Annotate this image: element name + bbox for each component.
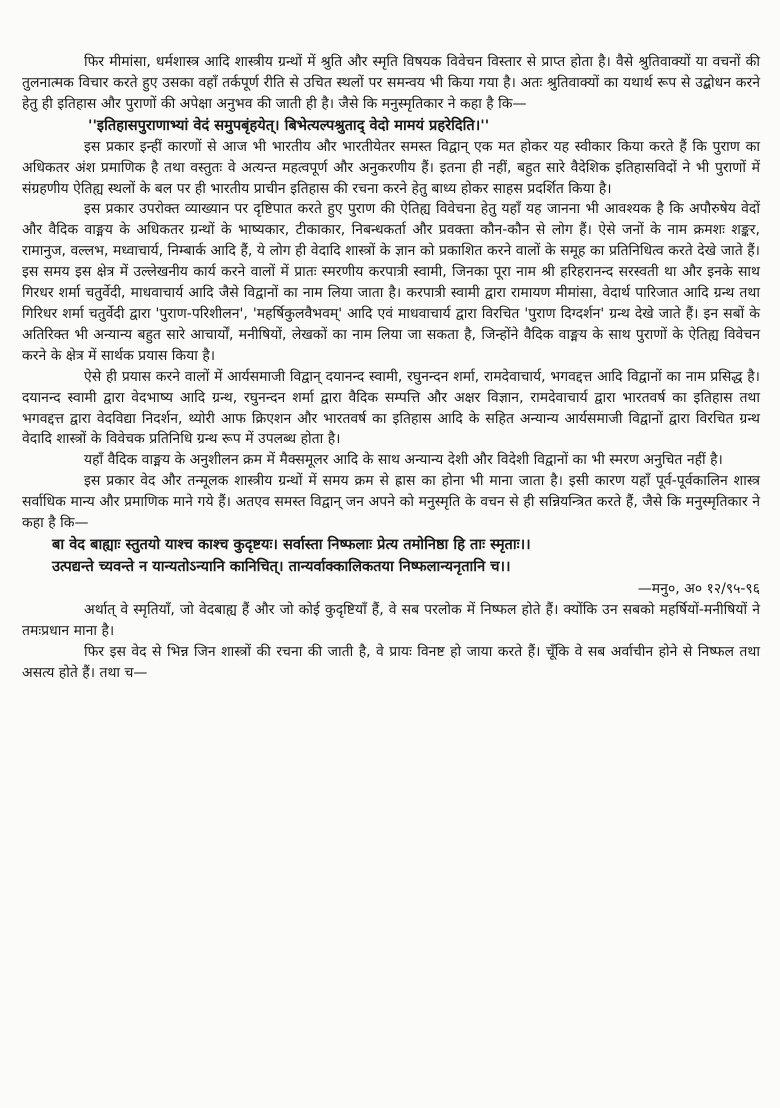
verse-itihasa-purana: ''इतिहासपुराणाभ्यां वेदं समुपबृंहयेत्। बिभेत्यल्पश्रुताद् वेदो मामयं प्रहरेदिति।'': [88, 116, 490, 134]
paragraph-explanation: अर्थात् वे स्मृतियाँ, जो वेदबाह्य हैं और जो कोई कुदृष्टियाँ हैं, वे सब परलोक में निष्फल होते हैं। क्योंकि उन सबको महर्षियों-मनीषियों ने तमःप्रधान माना है।: [22, 601, 760, 639]
paragraph-foreign-scholars: यहाँ वैदिक वाङ्मय के अनुशीलन क्रम में मैक्समूलर आदि के साथ अन्यान्य देशी और विदेशी विद्वानों का भी स्मरण अनुचित नहीं है।: [84, 452, 723, 469]
document-body: [22, 52, 760, 684]
verse-line-1: बा वेद बाह्याः स्तुतयो याश्च काश्च कुदृष्टयः। सर्वास्ता निष्फलाः प्रेत्य तमोनिष्ठा हि ताः स्मृताः।।: [52, 535, 531, 553]
paragraph-mimamsa: फिर मीमांसा, धर्मशास्त्र आदि शास्त्रीय ग्रन्थों में श्रुति और स्मृति विषयक विवेचन विस्तार से प्राप्त होता है। वैसे श्रुतिवाक्यों या वचनों की तुलनात्मक विचार करते हुए उसका वहाँ तर्कपूर्ण रीति से उचित स्थलों पर समन्वय भी किया गया है। अतः श्रुतिवाक्यों का यथार्थ रूप से उद्बोधन करने हेतु ही इतिहास और पुराणों की अपेक्षा अनुभव की जाती ही है। जैसे कि मनुस्मृतिकार ने कहा है कि—: [22, 54, 760, 112]
paragraph-conclusion: फिर इस वेद से भिन्न जिन शास्त्रों की रचना की जाती है, वे प्रायः विनष्ट हो जाया करते हैं। चूँकि वे सब अर्वाचीन होने से निष्फल तथा असत्य होते हैं। तथा च—: [22, 643, 760, 681]
paragraph-purana-authenticity: इस प्रकार इन्हीं कारणों से आज भी भारतीय और भारतीयेतर समस्त विद्वान् एक मत होकर यह स्वीकार किया करते हैं कि पुराण का अधिकतर अंश प्रमाणिक है तथा वस्तुतः वे अत्यन्त महत्वपूर्ण और अनुकरणीय हैं। इतना ही नहीं, बहुत सारे वैदेशिक इतिहासविदों ने भी पुराणों में संग्रहणीय ऐतिह्य स्थलों के बल पर ही भारतीय प्राचीन इतिहास की रचना करने हेतु बाध्य होकर साहस प्रदर्शित किया है।: [22, 138, 760, 197]
paragraph-commentators: इस प्रकार उपरोक्त व्याख्यान पर दृष्टिपात करते हुए पुराण की ऐतिह्य विवेचना हेतु यहाँ यह जानना भी आवश्यक है कि अपौरुषेय वेदों और वैदिक वाङ्मय के अधिकतर ग्रन्थों के भाष्यकार, टीकाकार, निबन्धकर्ता और प्रवक्ता कौन-कौन से लोग हैं। ऐसे जनों के नाम क्रमशः शङ्कर, रामानुज, वल्लभ, मध्वाचार्य, निम्बार्क आदि हैं, ये लोग ही वेदादि शास्त्रों के ज्ञान को प्रकाशित करने वालों के समूह का प्रतिनिधित्व करते देखे जाते हैं। इस समय इस क्षेत्र में उल्लेखनीय कार्य करने वालों में प्रातः स्मरणीय करपात्री स्वामी, जिनका पूरा नाम श्री हरिहरानन्द सरस्वती था और इनके साथ गिरधर शर्मा चतुर्वेदी, माधवाचार्य आदि जैसे विद्वानों का नाम लिया जाता है। करपात्री स्वामी द्वारा रामायण मीमांसा, वेदार्थ पारिजात आदि ग्रन्थ तथा गिरिधर शर्मा चतुर्वेदी द्वारा 'पुराण-परिशीलन', 'महर्षिकुलवैभवम्' आदि एवं माधवाचार्य द्वारा विरचित 'पुराण दिग्दर्शन' ग्रन्थ देखे जाते हैं। इन सबों के अतिरिक्त भी अन्यान्य बहुत सारे आचार्यों, मनीषियों, लेखकों का नाम लिया जा सकता है, जिन्होंने वैदिक वाङ्मय के साथ पुराणों के ऐतिह्य विवेचन करने के क्षेत्र में सार्थक प्रयास किया है।: [22, 201, 760, 364]
verse-line-2: उत्पद्यन्ते च्यवन्ते न यान्यतोऽन्यानि कानिचित्। तान्यर्वाक्कालिकतया निष्फलान्यनृतानि च।।: [52, 557, 511, 575]
paragraph-decline-over-time: इस प्रकार वेद और तन्मूलक शास्त्रीय ग्रन्थों में समय क्रम से ह्रास का होना भी माना जाता है। इसी कारण यहाँ पूर्व-पूर्वकालिन शास्त्र सर्वाधिक मान्य और प्रमाणिक माने गये हैं। अतएव समस्त विद्वान् जन अपने को मनुस्मृति के वचन से ही सन्नियन्त्रित करते हैं, जैसे कि मनुस्मृतिकार ने कहा है कि—: [22, 473, 760, 532]
paragraph-aryasamaji-scholars: ऐसे ही प्रयास करने वालों में आर्यसमाजी विद्वान् दयानन्द स्वामी, रघुनन्दन शर्मा, रामदेवाचार्य, भगवद्दत्त आदि विद्वानों का नाम प्रसिद्ध है। दयानन्द स्वामी द्वारा वेदभाष्य आदि ग्रन्थ, रघुनन्दन शर्मा द्वारा वैदिक सम्पत्ति और अक्षर विज्ञान, रामदेवाचार्य द्वारा भारतवर्ष का इतिहास तथा भगवद्दत्त द्वारा वेदविद्या निदर्शन, थ्योरी आफ क्रिएशन और भारतवर्ष का इतिहास आदि के सहित अन्यान्य आर्यसमाजी विद्वानों द्वारा विरचित ग्रन्थ वेदादि शास्त्रों के विवेचक प्रतिनिधि ग्रन्थ रूप में उपलब्ध होता है।: [22, 368, 760, 448]
verse-manusmriti: [22, 534, 760, 578]
verse-citation: —मनु०, अ० १२/९५-९६: [637, 580, 760, 597]
